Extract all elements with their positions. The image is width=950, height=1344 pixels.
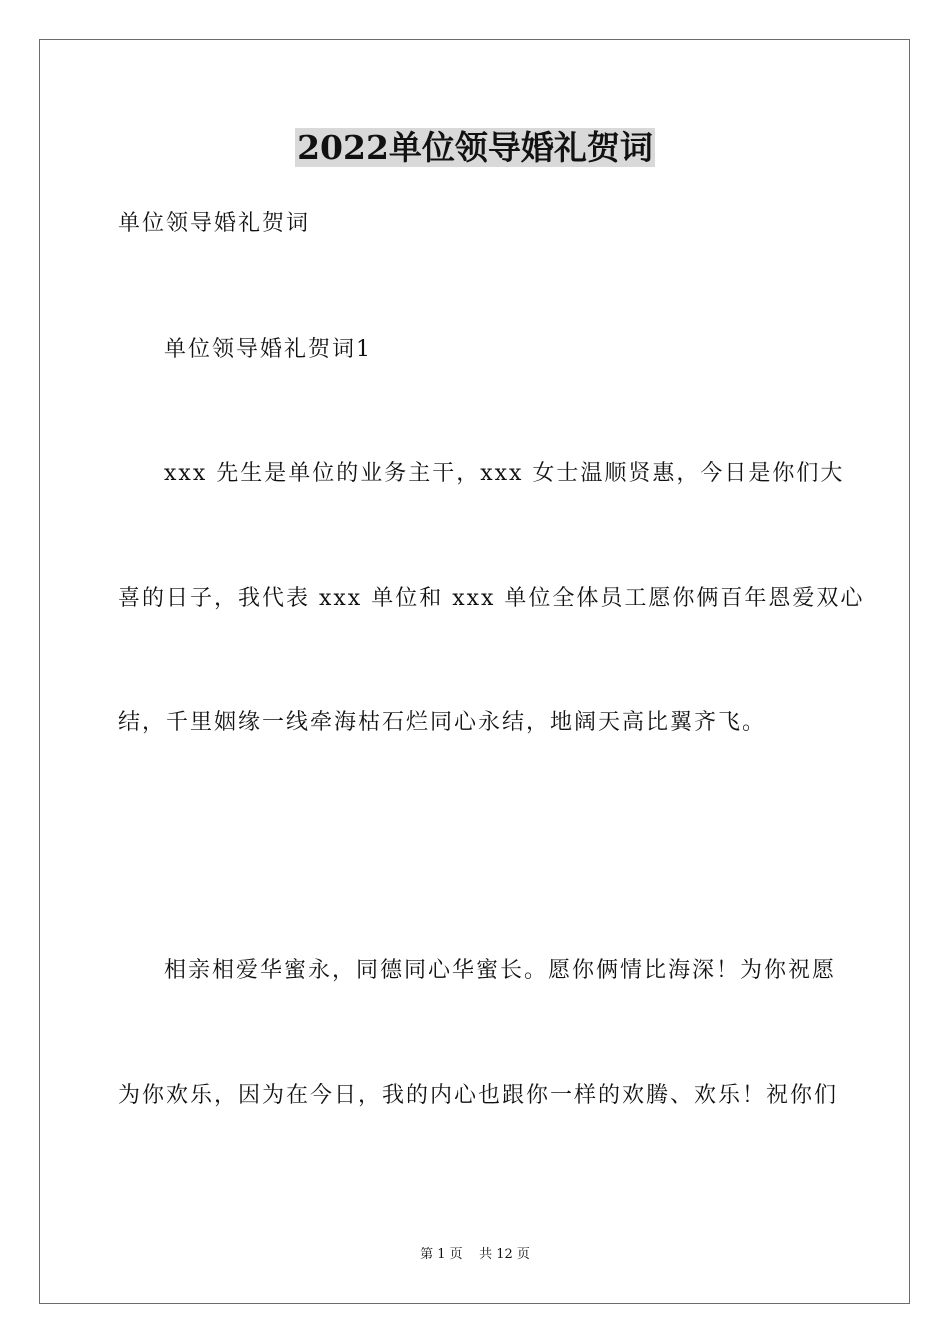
document-title <box>0 126 950 170</box>
paragraph-1-line-3: 结，千里姻缘一线牵海枯石烂同心永结，地阔天高比翼齐飞。 <box>118 710 767 735</box>
section-heading: 单位领导婚礼贺词1 <box>164 337 372 362</box>
page-footer: 第 1 页 共 12 页 <box>420 1247 530 1262</box>
paragraph-1-line-2: 喜的日子，我代表 xxx 单位和 xxx 单位全体员工愿你俩百年恩爱双心 <box>118 586 865 611</box>
paragraph-2-line-2: 为你欢乐，因为在今日，我的内心也跟你一样的欢腾、欢乐！祝你们 <box>118 1083 839 1108</box>
document-subtitle: 单位领导婚礼贺词 <box>118 211 311 236</box>
paragraph-2-line-1: 相亲相爱华蜜永，同德同心华蜜长。愿你俩情比海深！为你祝愿 <box>164 958 837 983</box>
paragraph-1-line-1: xxx 先生是单位的业务主干，xxx 女士温顺贤惠，今日是你们大 <box>164 461 845 486</box>
document-title-text: 2022单位领导婚礼贺词 <box>297 128 653 167</box>
